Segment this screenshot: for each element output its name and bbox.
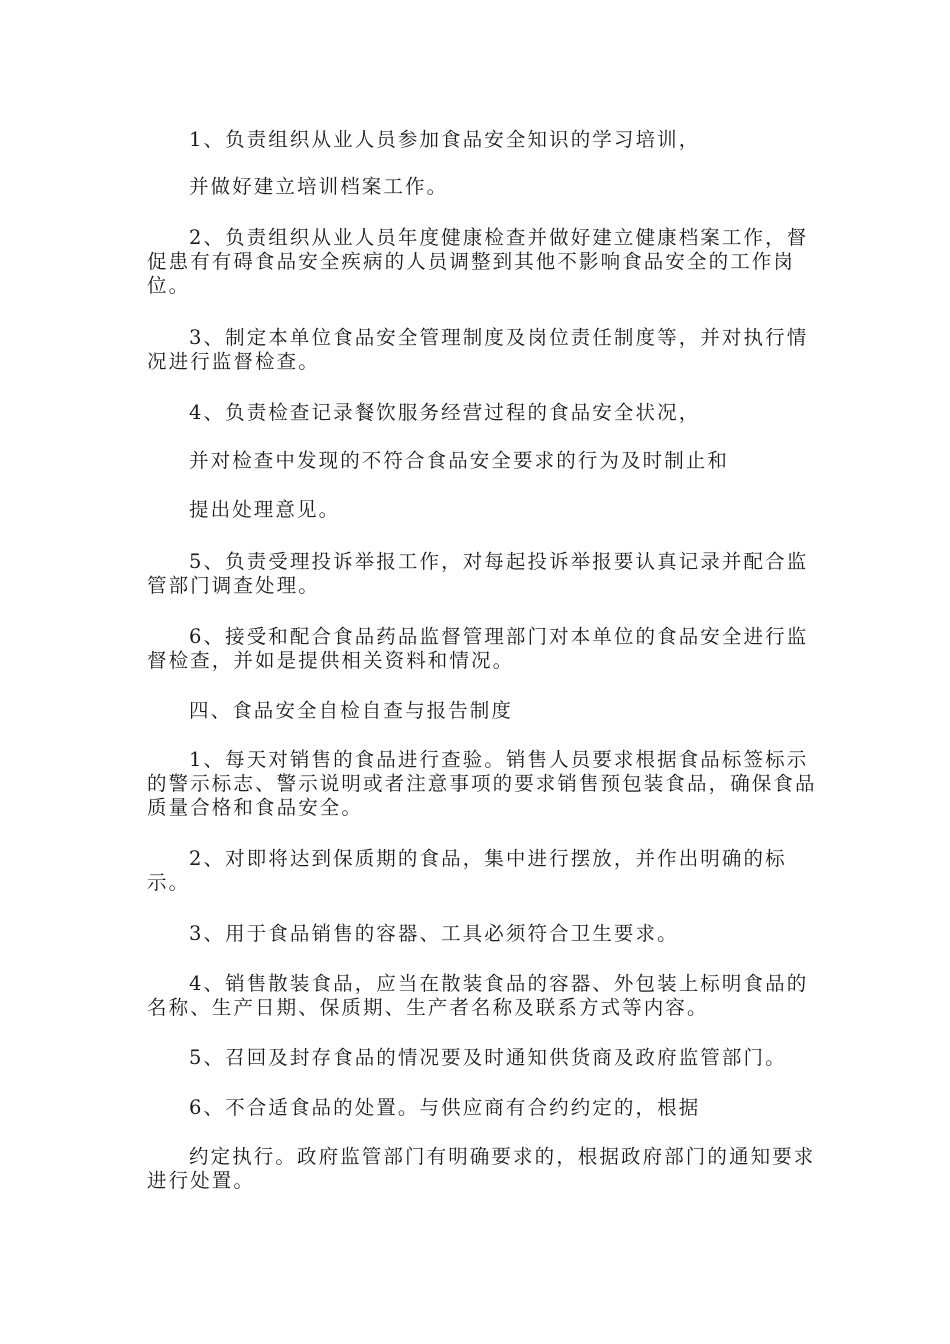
section-heading: 四、食品安全自检自查与报告制度 bbox=[189, 699, 514, 722]
paragraph-13: 4、销售散装食品，应当在散装食品的容器、外包装上标明食品的名称、生产日期、保质期、生产者名称及联系方式等内容。 bbox=[147, 972, 809, 1019]
paragraph-15: 6、不合适食品的处置。与供应商有合约约定的，根据 bbox=[189, 1096, 701, 1119]
paragraph-6: 并对检查中发现的不符合食品安全要求的行为及时制止和 bbox=[189, 449, 730, 472]
paragraph-8: 5、负责受理投诉举报工作，对每起投诉举报要认真记录并配合监管部门调查处理。 bbox=[147, 550, 809, 597]
paragraph-1: 1、负责组织从业人员参加食品安全知识的学习培训， bbox=[189, 128, 701, 151]
paragraph-7: 提出处理意见。 bbox=[189, 498, 341, 521]
paragraph-16: 约定执行。政府监管部门有明确要求的，根据政府部门的通知要求进行处置。 bbox=[147, 1145, 816, 1192]
paragraph-9: 6、接受和配合食品药品监督管理部门对本单位的食品安全进行监督检查，并如是提供相关资料和情况。 bbox=[147, 625, 809, 672]
paragraph-2: 并做好建立培训档案工作。 bbox=[189, 175, 449, 198]
paragraph-10: 1、每天对销售的食品进行查验。销售人员要求根据食品标签标示的警示标志、警示说明或者注意事项的要求销售预包装食品，确保食品质量合格和食品安全。 bbox=[147, 748, 817, 819]
paragraph-12: 3、用于食品销售的容器、工具必须符合卫生要求。 bbox=[189, 922, 679, 945]
paragraph-14: 5、召回及封存食品的情况要及时通知供货商及政府监管部门。 bbox=[189, 1046, 787, 1069]
paragraph-11: 2、对即将达到保质期的食品，集中进行摆放，并作出明确的标示。 bbox=[147, 847, 787, 894]
paragraph-4: 3、制定本单位食品安全管理制度及岗位责任制度等，并对执行情况进行监督检查。 bbox=[147, 326, 809, 373]
paragraph-5: 4、负责检查记录餐饮服务经营过程的食品安全状况， bbox=[189, 401, 701, 424]
paragraph-3: 2、负责组织从业人员年度健康检查并做好建立健康档案工作，督促患有有碍食品安全疾病的人员调整到其他不影响食品安全的工作岗位。 bbox=[147, 226, 809, 297]
